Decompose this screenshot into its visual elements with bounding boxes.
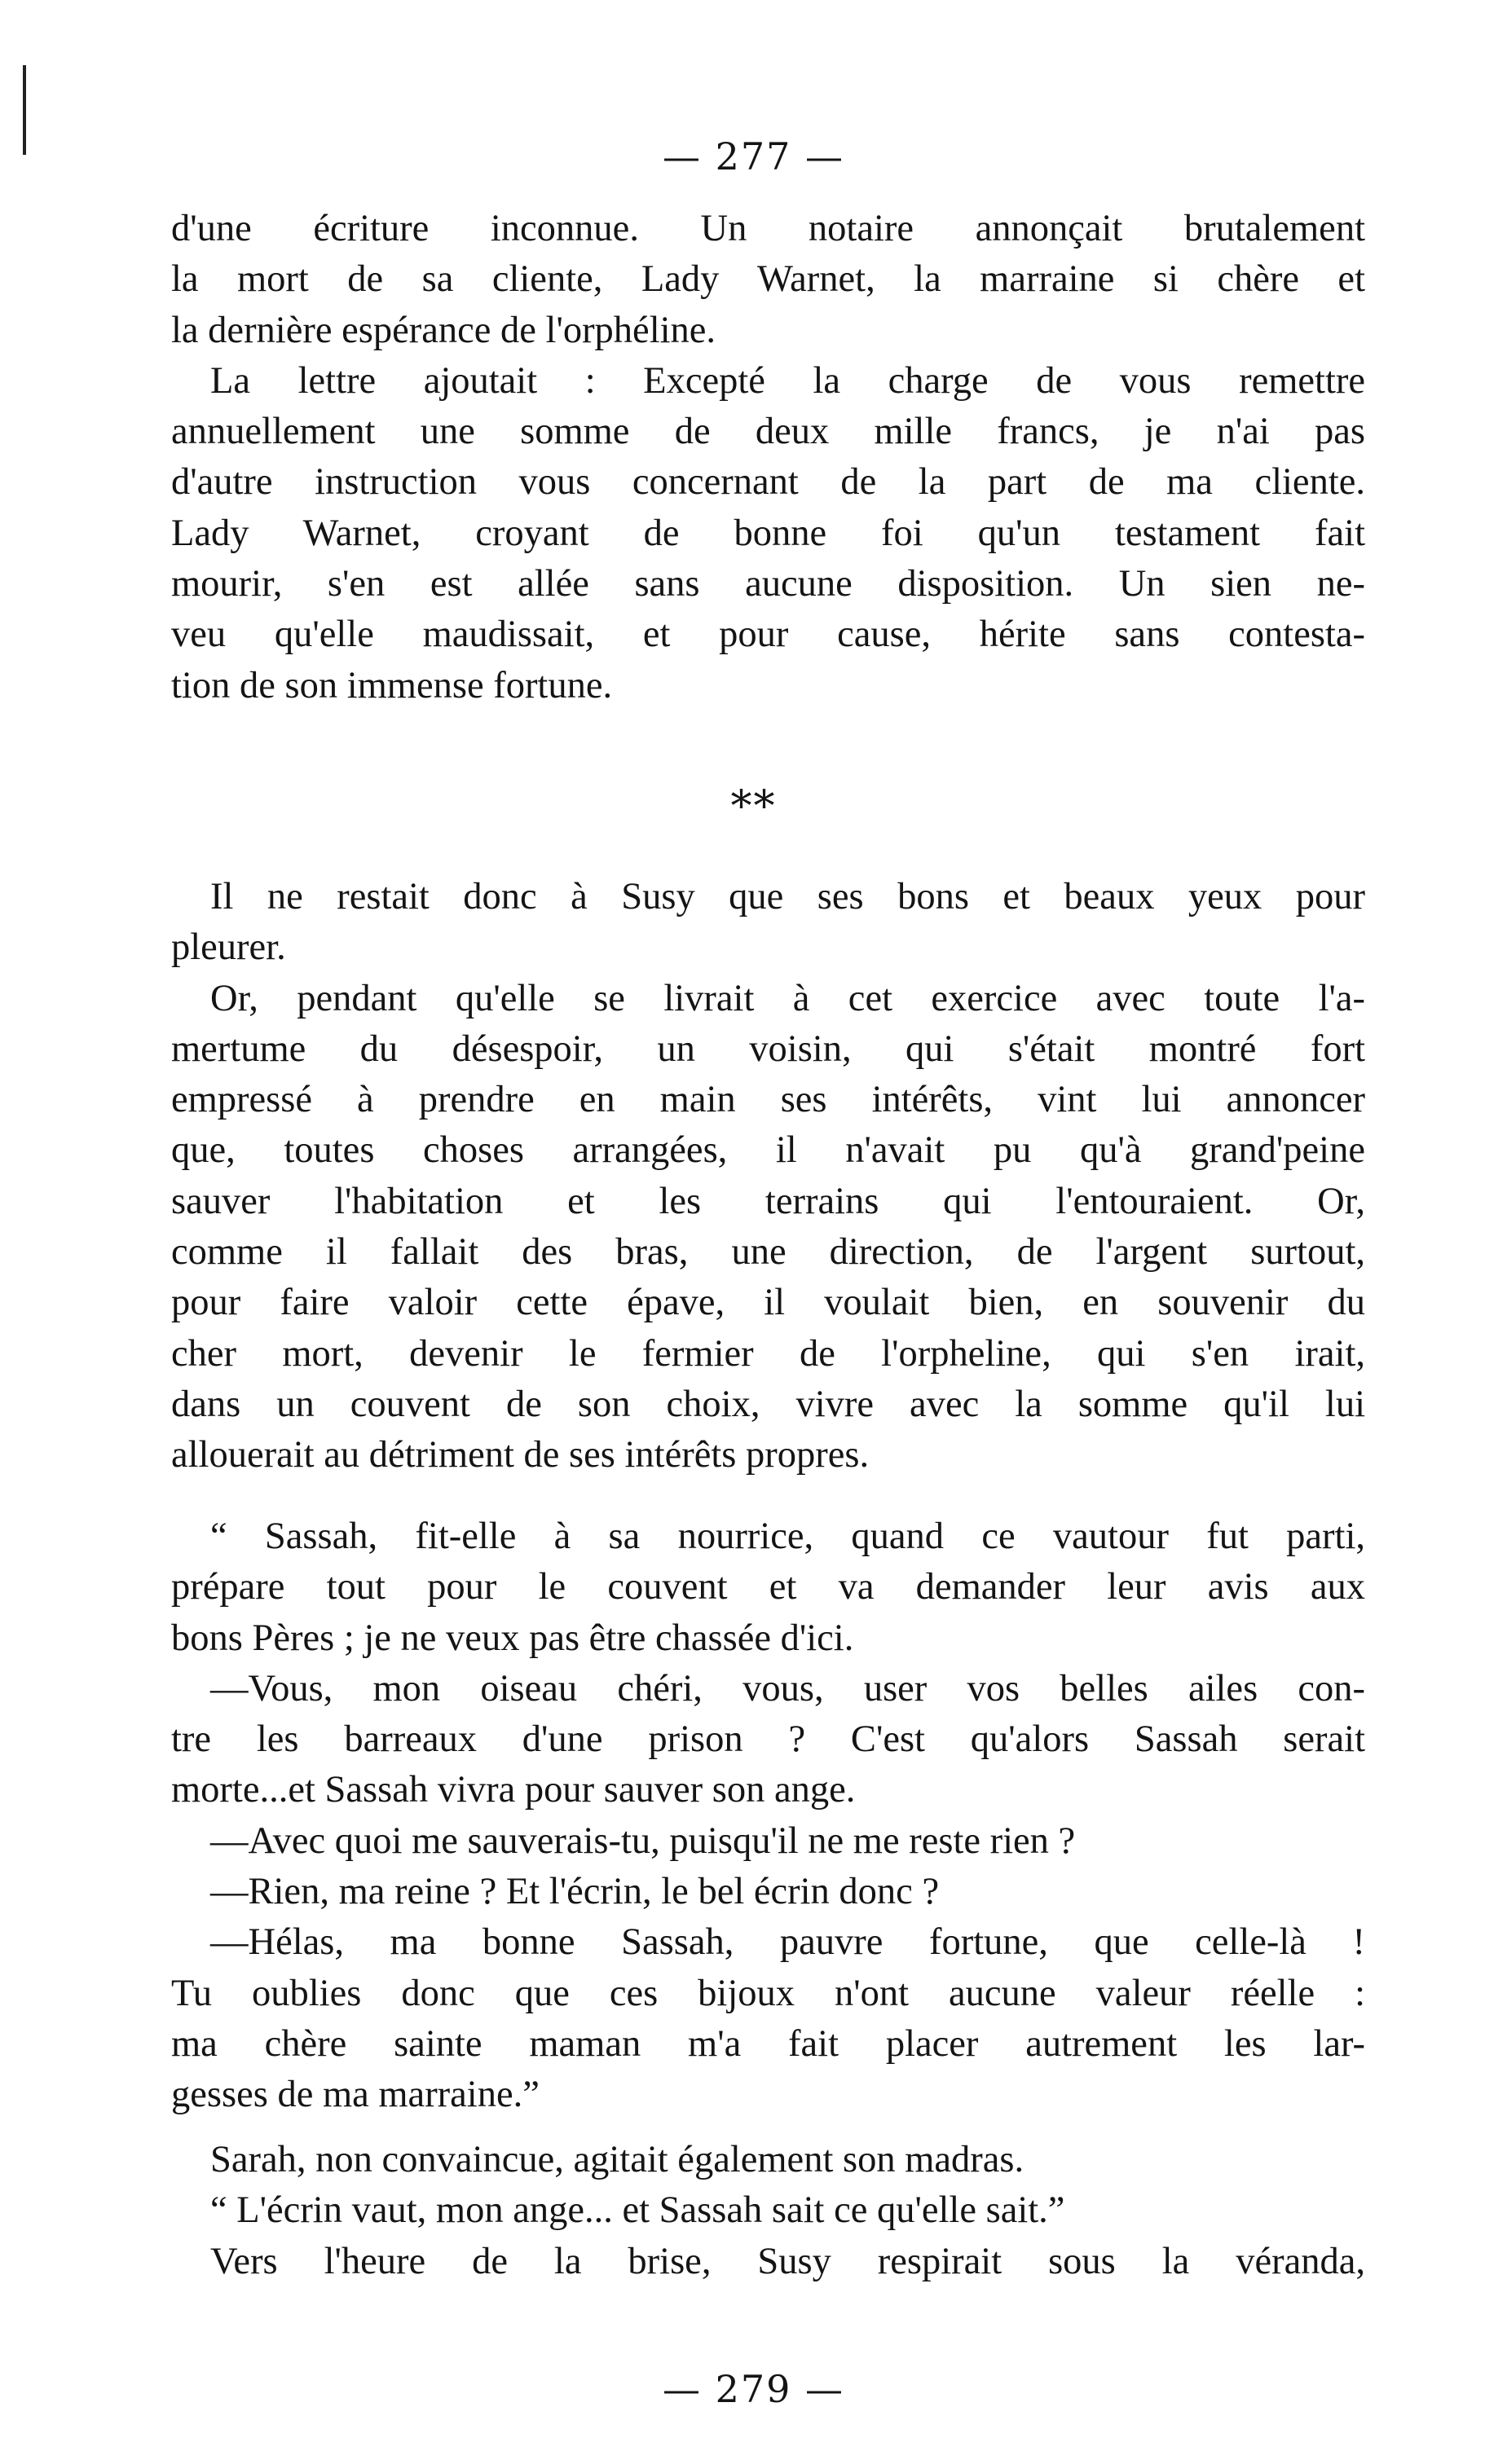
text-line: “ L'écrin vaut, mon ange... et Sassah sait ce qu'elle sait.” [210,2189,1065,2232]
text-line: Sarah, non convaincue, agitait également son madras. [210,2139,1024,2180]
text-line: gesses de ma marraine.” [171,2074,540,2116]
text-line: empressé à prendre en main ses intérêts, vint lui annoncer [171,1079,1365,1121]
text-line: Il ne restait donc à Susy que ses bons et beaux yeux pour [210,876,1365,917]
text-line: —Avec quoi me sauverais-tu, puisqu'il ne me reste rien ? [210,1819,1076,1862]
text-line: sauver l'habitation et les terrains qui l'entouraient. Or, [171,1180,1365,1222]
text-line: Vers l'heure de la brise, Susy respirait sous la véranda, [210,2240,1365,2282]
text-line: d'autre instruction vous concernant de la part de ma cliente. [171,461,1365,504]
text-line: la dernière espérance de l'orphéline. [171,309,716,351]
text-line: morte...et Sassah vivra pour sauver son ange. [171,1769,856,1811]
text-line: pleurer. [171,926,286,969]
text-line: comme il fallait des bras, une direction, de l'argent surtout, [171,1231,1365,1274]
text-line: prépare tout pour le couvent et va demander leur avis aux [171,1566,1365,1608]
text-line: pour faire valoir cette épave, il voulait bien, en souvenir du [171,1282,1365,1324]
text-line: bons Pères ; je ne veux pas être chassée d'ici. [171,1617,854,1659]
text-line: ma chère sainte maman m'a fait placer autrement les lar- [171,2022,1365,2065]
text-block-1 [171,204,1365,711]
text-line: mourir, s'en est allée sans aucune disposition. Un sien ne- [171,563,1365,605]
text-line: dans un couvent de son choix, vivre avec la somme qu'il lui [171,1383,1365,1425]
text-line: mertume du désespoir, un voisin, qui s'était montré fort [171,1027,1365,1070]
text-line: —Vous, mon oiseau chéri, vous, user vos belles ailes con- [210,1667,1365,1709]
text-line: La lettre ajoutait : Excepté la charge de vous remettre [210,359,1365,402]
text-line: “ Sassah, fit-elle à sa nourrice, quand ce vautour fut parti, [210,1516,1365,1557]
section-asterism: ** [730,782,777,831]
text-line: annuellement une somme de deux mille francs, je n'ai pas [171,411,1365,453]
text-line: —Rien, ma reine ? Et l'écrin, le bel écrin donc ? [210,1871,940,1913]
text-line: d'une écriture inconnue. Un notaire annonçait brutalement [171,208,1365,249]
text-line: la mort de sa cliente, Lady Warnet, la marraine si chère et [171,258,1365,301]
text-line: cher mort, devenir le fermier de l'orpheline, qui s'en irait, [171,1332,1365,1375]
text-line: que, toutes choses arrangées, il n'avait pu qu'à grand'peine [171,1129,1365,1172]
page-number-bottom: — 279 — [662,2367,845,2411]
text-line: Lady Warnet, croyant de bonne foi qu'un testament fait [171,512,1365,554]
text-line: tre les barreaux d'une prison ? C'est qu'alors Sassah serait [171,1718,1365,1761]
text-line: Or, pendant qu'elle se livrait à cet exercice avec toute l'a- [210,977,1365,1019]
text-line: allouerait au détriment de ses intérêts propres. [171,1434,870,1476]
text-line: Tu oublies donc que ces bijoux n'ont aucune valeur réelle : [171,1972,1365,2014]
text-line: —Hélas, ma bonne Sassah, pauvre fortune, que celle-là ! [210,1921,1365,1964]
text-block-2 [171,872,1365,1481]
text-block-3 [171,1511,1365,2121]
text-block-4 [171,2135,1365,2287]
page-number-top: — 277 — [662,134,845,178]
text-line: veu qu'elle maudissait, et pour cause, hérite sans contesta- [171,614,1365,656]
text-line: tion de son immense fortune. [171,664,613,706]
